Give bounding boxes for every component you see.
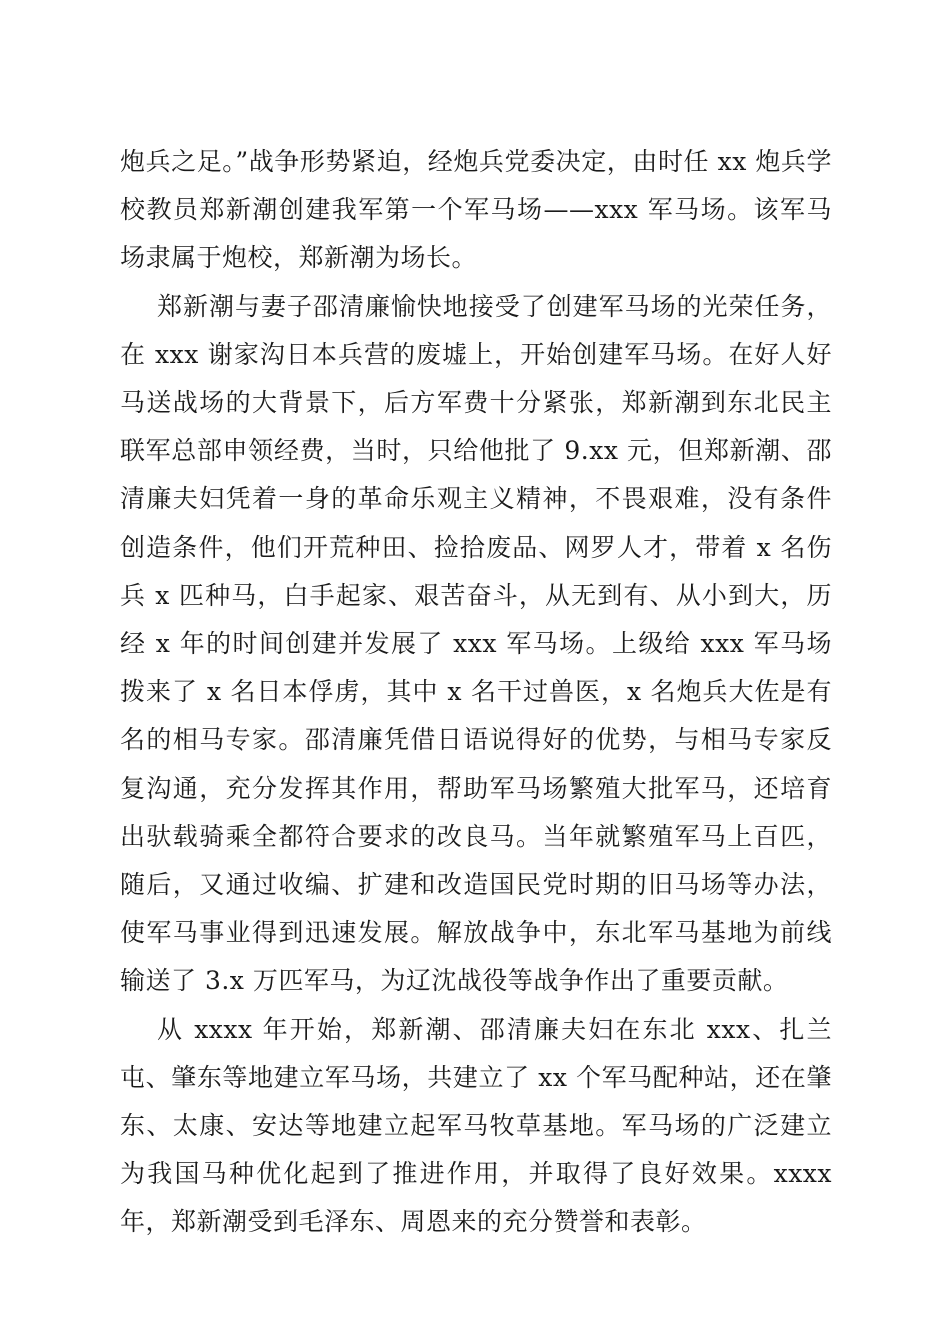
paragraph-3: 从 xxxx 年开始，郑新潮、邵清廉夫妇在东北 xxx、扎兰屯、肇东等地建立军马场，共建立了 xx 个军马配种站，还在肇东、太康、安达等地建立起军马牧草基地。军马场的广泛建立为我国马种优化起到了推进作用，并取得了良好效果。xxxx 年，郑新潮受到毛泽东、周恩来的充分赞誉和表彰。 (120, 1014, 832, 1237)
document-body (120, 138, 832, 1247)
paragraph-1: 炮兵之足。”战争形势紧迫，经炮兵党委决定，由时任 xx 炮兵学校教员郑新潮创建我军第一个军马场——xxx 军马场。该军马场隶属于炮校，郑新潮为场长。 (120, 147, 832, 273)
paragraph-2: 郑新潮与妻子邵清廉愉快地接受了创建军马场的光荣任务，在 xxx 谢家沟日本兵营的废墟上，开始创建军马场。在好人好马送战场的大背景下，后方军费十分紧张，郑新潮到东北民主联军总部申领经费，当时，只给他批了 9.xx 元，但郑新潮、邵清廉夫妇凭着一身的革命乐观主义精神，不畏艰难，没有条件创造条件，他们开荒种田、捡拾废品、网罗人才，带着 x 名伤兵 x 匹种马，白手起家、艰苦奋斗，从无到有、从小到大，历经 x 年的时间创建并发展了 xxx 军马场。上级给 xxx 军马场拨来了 x 名日本俘虏，其中 x 名干过兽医，x 名炮兵大佐是有名的相马专家。邵清廉凭借日语说得好的优势，与相马专家反复沟通，充分发挥其作用，帮助军马场繁殖大批军马，还培育出驮载骑乘全都符合要求的改良马。当年就繁殖军马上百匹，随后，又通过收编、扩建和改造国民党时期的旧马场等办法，使军马事业得到迅速发展。解放战争中，东北军马基地为前线输送了 3.x 万匹军马，为辽沈战役等战争作出了重要贡献。 (120, 291, 832, 996)
